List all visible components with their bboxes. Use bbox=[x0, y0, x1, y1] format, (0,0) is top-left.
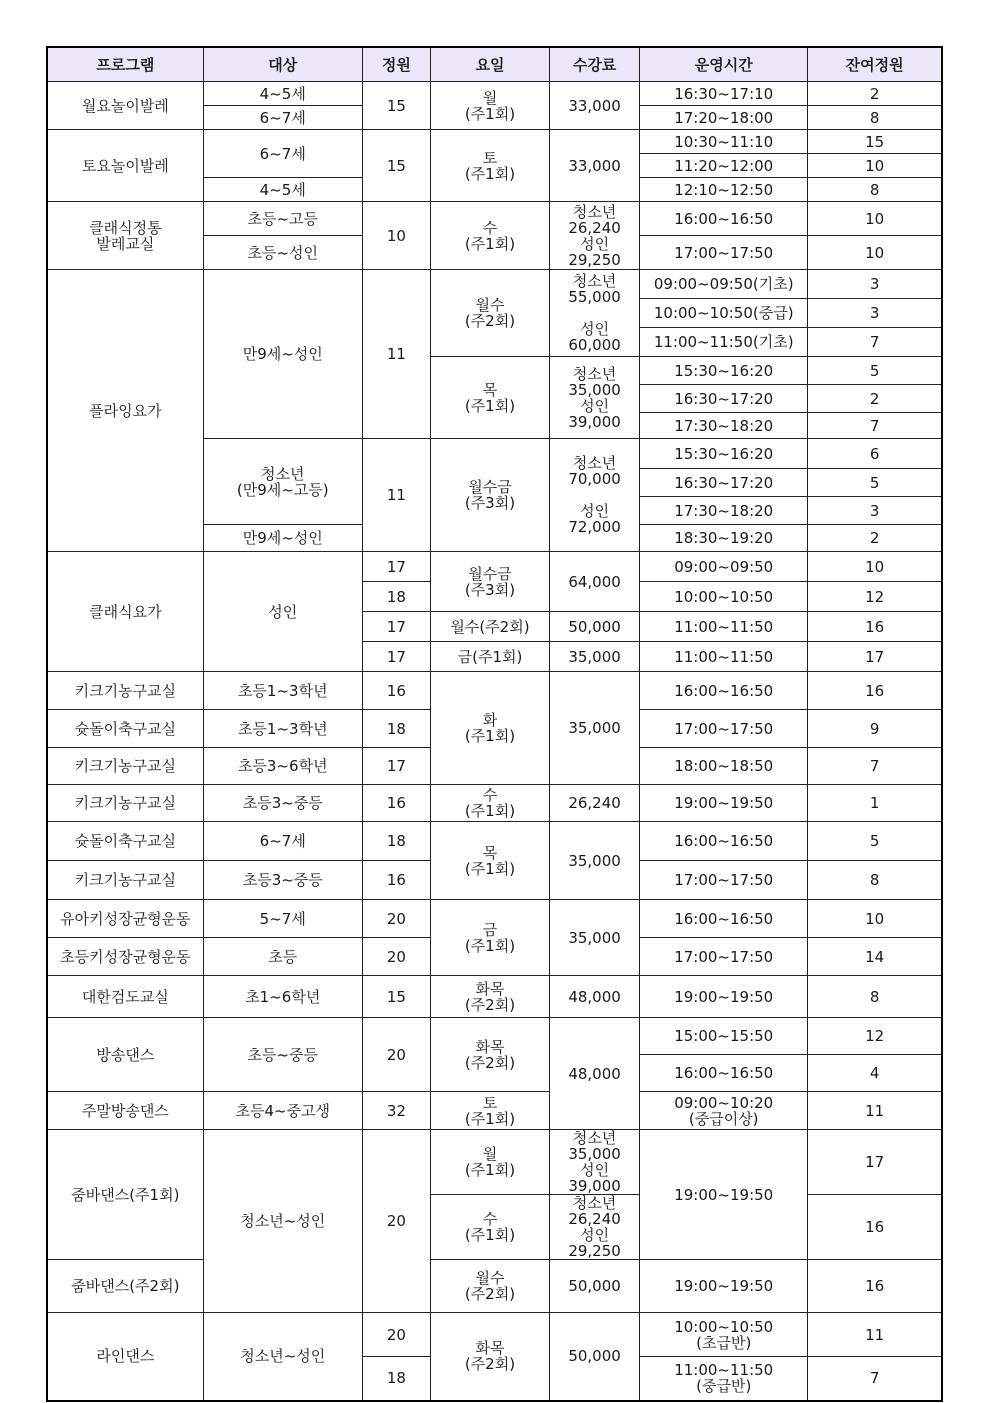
table-cell: 방송댄스 bbox=[47, 1018, 203, 1092]
table-cell: 초등1~3학년 bbox=[203, 672, 362, 710]
table-cell: 15 bbox=[362, 82, 430, 130]
table-cell: 화목 (주2회) bbox=[430, 976, 549, 1018]
header-program: 프로그램 bbox=[47, 47, 203, 82]
table-cell: 16:30~17:10 bbox=[640, 82, 808, 106]
table-cell: 10:30~11:10 bbox=[640, 130, 808, 154]
table-cell: 3 bbox=[808, 299, 942, 328]
table-cell: 17:00~17:50 bbox=[640, 710, 808, 748]
table-cell: 월 (주1회) bbox=[430, 82, 549, 130]
table-cell: 토 (주1회) bbox=[430, 1092, 549, 1130]
table-cell: 키크기농구교실 bbox=[47, 785, 203, 822]
table-cell: 월수 (주2회) bbox=[430, 1260, 549, 1313]
table-cell: 12:10~12:50 bbox=[640, 178, 808, 202]
table-cell: 17 bbox=[362, 642, 430, 672]
table-cell: 클래식요가 bbox=[47, 552, 203, 672]
table-cell: 수 (주1회) bbox=[430, 1195, 549, 1260]
table-cell: 라인댄스 bbox=[47, 1313, 203, 1401]
table-row bbox=[47, 552, 942, 582]
table-cell: 화목 (주2회) bbox=[430, 1018, 549, 1092]
table-cell: 20 bbox=[362, 938, 430, 976]
table-cell: 10:00~10:50 bbox=[640, 582, 808, 612]
table-cell: 33,000 bbox=[550, 130, 640, 202]
table-cell: 16:00~16:50 bbox=[640, 900, 808, 938]
table-cell: 17:20~18:00 bbox=[640, 106, 808, 130]
table-cell: 6 bbox=[808, 439, 942, 469]
table-cell: 18 bbox=[362, 822, 430, 861]
table-cell: 12 bbox=[808, 582, 942, 612]
table-cell: 수 (주1회) bbox=[430, 785, 549, 822]
table-cell: 11 bbox=[362, 270, 430, 439]
table-cell: 17:00~17:50 bbox=[640, 236, 808, 270]
table-cell: 2 bbox=[808, 385, 942, 413]
table-cell: 19:00~19:50 bbox=[640, 976, 808, 1018]
table-cell: 슛돌이축구교실 bbox=[47, 710, 203, 748]
table-row bbox=[47, 130, 942, 154]
table-cell: 4~5세 bbox=[203, 82, 362, 106]
header-capacity: 정원 bbox=[362, 47, 430, 82]
table-row bbox=[47, 822, 942, 861]
table-cell: 11 bbox=[808, 1092, 942, 1130]
table-cell: 토요놀이발레 bbox=[47, 130, 203, 202]
table-cell: 10 bbox=[808, 154, 942, 178]
table-cell: 16:00~16:50 bbox=[640, 822, 808, 861]
table-cell: 청소년~성인 bbox=[203, 1130, 362, 1313]
table-cell: 10:00~10:50(중급) bbox=[640, 299, 808, 328]
table-cell: 청소년 70,000 성인 72,000 bbox=[550, 439, 640, 552]
table-cell: 32 bbox=[362, 1092, 430, 1130]
table-cell: 8 bbox=[808, 106, 942, 130]
table-cell: 11:00~11:50 bbox=[640, 612, 808, 642]
table-cell: 수 (주1회) bbox=[430, 202, 549, 270]
table-cell: 18 bbox=[362, 710, 430, 748]
table-cell: 16 bbox=[808, 1260, 942, 1313]
table-cell: 성인 bbox=[203, 552, 362, 672]
table-cell: 15:30~16:20 bbox=[640, 357, 808, 385]
table-body bbox=[47, 82, 942, 1401]
table-cell: 청소년 55,000 성인 60,000 bbox=[550, 270, 640, 357]
table-cell: 64,000 bbox=[550, 552, 640, 612]
table-cell: 초등4~중고생 bbox=[203, 1092, 362, 1130]
table-cell: 16:30~17:20 bbox=[640, 385, 808, 413]
table-cell: 초등 bbox=[203, 938, 362, 976]
table-cell: 8 bbox=[808, 976, 942, 1018]
table-cell: 줌바댄스(주2회) bbox=[47, 1260, 203, 1313]
table-cell: 초등3~6학년 bbox=[203, 748, 362, 785]
table-cell: 2 bbox=[808, 82, 942, 106]
table-cell: 3 bbox=[808, 270, 942, 299]
table-row bbox=[47, 785, 942, 822]
table-cell: 15 bbox=[808, 130, 942, 154]
table-cell: 11:20~12:00 bbox=[640, 154, 808, 178]
table-cell: 초1~6학년 bbox=[203, 976, 362, 1018]
table-cell: 10 bbox=[808, 236, 942, 270]
table-cell: 11:00~11:50(기초) bbox=[640, 328, 808, 357]
table-cell: 5 bbox=[808, 357, 942, 385]
table-cell: 청소년 26,240 성인 29,250 bbox=[550, 1195, 640, 1260]
table-cell: 금(주1회) bbox=[430, 642, 549, 672]
table-cell: 5~7세 bbox=[203, 900, 362, 938]
header-fee: 수강료 bbox=[550, 47, 640, 82]
table-cell: 초등키성장균형운동 bbox=[47, 938, 203, 976]
table-cell: 16 bbox=[808, 1195, 942, 1260]
table-cell: 키크기농구교실 bbox=[47, 861, 203, 900]
table-cell: 35,000 bbox=[550, 900, 640, 976]
table-cell: 7 bbox=[808, 328, 942, 357]
table-cell: 화 (주1회) bbox=[430, 672, 549, 785]
table-row bbox=[47, 1130, 942, 1195]
table-cell: 09:00~10:20 (중급이상) bbox=[640, 1092, 808, 1130]
table-cell: 6~7세 bbox=[203, 106, 362, 130]
table-cell: 6~7세 bbox=[203, 130, 362, 178]
table-cell: 줌바댄스(주1회) bbox=[47, 1130, 203, 1260]
table-cell: 18:30~19:20 bbox=[640, 525, 808, 552]
table-cell: 20 bbox=[362, 1313, 430, 1357]
table-cell: 목 (주1회) bbox=[430, 357, 549, 439]
table-cell: 화목 (주2회) bbox=[430, 1313, 549, 1401]
table-row bbox=[47, 672, 942, 710]
table-cell: 17 bbox=[362, 748, 430, 785]
table-cell: 48,000 bbox=[550, 1018, 640, 1130]
table-row bbox=[47, 270, 942, 299]
table-cell: 초등~성인 bbox=[203, 236, 362, 270]
table-cell: 토 (주1회) bbox=[430, 130, 549, 202]
table-cell: 11 bbox=[808, 1313, 942, 1357]
table-cell: 슛돌이축구교실 bbox=[47, 822, 203, 861]
table-cell: 초등~중등 bbox=[203, 1018, 362, 1092]
table-cell: 16 bbox=[362, 785, 430, 822]
table-cell: 10 bbox=[362, 202, 430, 270]
table-row bbox=[47, 1313, 942, 1357]
table-cell: 11:00~11:50 bbox=[640, 642, 808, 672]
table-cell: 14 bbox=[808, 938, 942, 976]
table-cell: 8 bbox=[808, 178, 942, 202]
table-cell: 11 bbox=[362, 439, 430, 552]
table-cell: 16 bbox=[808, 672, 942, 710]
table-cell: 50,000 bbox=[550, 1260, 640, 1313]
table-cell: 2 bbox=[808, 525, 942, 552]
table-cell: 9 bbox=[808, 710, 942, 748]
table-cell: 7 bbox=[808, 748, 942, 785]
table-row bbox=[47, 1260, 942, 1313]
table-cell: 11:00~11:50 (중급반) bbox=[640, 1357, 808, 1401]
table-cell: 4 bbox=[808, 1055, 942, 1092]
table-cell: 16:00~16:50 bbox=[640, 672, 808, 710]
table-cell: 17 bbox=[808, 1130, 942, 1195]
table-cell: 월수(주2회) bbox=[430, 612, 549, 642]
program-schedule-table bbox=[46, 46, 943, 1402]
table-cell: 18 bbox=[362, 1357, 430, 1401]
table-cell: 초등3~중등 bbox=[203, 861, 362, 900]
table-cell: 키크기농구교실 bbox=[47, 672, 203, 710]
table-cell: 17:30~18:20 bbox=[640, 413, 808, 439]
table-cell: 유아키성장균형운동 bbox=[47, 900, 203, 938]
table-cell: 35,000 bbox=[550, 672, 640, 785]
table-cell: 19:00~19:50 bbox=[640, 1130, 808, 1260]
table-cell: 18 bbox=[362, 582, 430, 612]
table-cell: 월수금 (주3회) bbox=[430, 552, 549, 612]
table-cell: 대한검도교실 bbox=[47, 976, 203, 1018]
table-cell: 초등1~3학년 bbox=[203, 710, 362, 748]
table-cell: 17 bbox=[362, 552, 430, 582]
table-cell: 50,000 bbox=[550, 612, 640, 642]
table-cell: 17 bbox=[808, 642, 942, 672]
table-cell: 초등~고등 bbox=[203, 202, 362, 236]
table-cell: 월 (주1회) bbox=[430, 1130, 549, 1195]
table-cell: 4~5세 bbox=[203, 178, 362, 202]
table-cell: 7 bbox=[808, 413, 942, 439]
table-cell: 플라잉요가 bbox=[47, 270, 203, 552]
table-cell: 월요놀이발레 bbox=[47, 82, 203, 130]
header-target: 대상 bbox=[203, 47, 362, 82]
table-cell: 50,000 bbox=[550, 1313, 640, 1401]
table-row bbox=[47, 82, 942, 106]
table-cell: 7 bbox=[808, 1357, 942, 1401]
table-cell: 15:30~16:20 bbox=[640, 439, 808, 469]
table-row bbox=[47, 900, 942, 938]
table-cell: 청소년~성인 bbox=[203, 1313, 362, 1401]
table-cell: 클래식정통 발레교실 bbox=[47, 202, 203, 270]
table-cell: 목 (주1회) bbox=[430, 822, 549, 900]
table-cell: 월수 (주2회) bbox=[430, 270, 549, 357]
table-cell: 09:00~09:50(기초) bbox=[640, 270, 808, 299]
table-cell: 15:00~15:50 bbox=[640, 1018, 808, 1055]
table-cell: 20 bbox=[362, 900, 430, 938]
header-day: 요일 bbox=[430, 47, 549, 82]
table-cell: 17:00~17:50 bbox=[640, 938, 808, 976]
table-cell: 35,000 bbox=[550, 822, 640, 900]
table-cell: 만9세~성인 bbox=[203, 270, 362, 439]
table-cell: 19:00~19:50 bbox=[640, 785, 808, 822]
header-remaining: 잔여정원 bbox=[808, 47, 942, 82]
table-cell: 15 bbox=[362, 976, 430, 1018]
table-cell: 17:00~17:50 bbox=[640, 861, 808, 900]
table-cell: 5 bbox=[808, 469, 942, 497]
table-cell: 만9세~성인 bbox=[203, 525, 362, 552]
table-cell: 청소년 (만9세~고등) bbox=[203, 439, 362, 525]
table-cell: 09:00~09:50 bbox=[640, 552, 808, 582]
table-cell: 청소년 35,000 성인 39,000 bbox=[550, 357, 640, 439]
table-cell: 20 bbox=[362, 1130, 430, 1313]
table-cell: 17 bbox=[362, 612, 430, 642]
table-cell: 3 bbox=[808, 497, 942, 525]
table-cell: 35,000 bbox=[550, 642, 640, 672]
table-row bbox=[47, 1092, 942, 1130]
table-cell: 청소년 35,000 성인 39,000 bbox=[550, 1130, 640, 1195]
table-cell: 16:00~16:50 bbox=[640, 1055, 808, 1092]
table-cell: 16 bbox=[808, 612, 942, 642]
table-cell: 10 bbox=[808, 552, 942, 582]
table-cell: 10 bbox=[808, 202, 942, 236]
table-cell: 월수금 (주3회) bbox=[430, 439, 549, 552]
table-cell: 10 bbox=[808, 900, 942, 938]
table-cell: 8 bbox=[808, 861, 942, 900]
table-cell: 5 bbox=[808, 822, 942, 861]
table-cell: 16 bbox=[362, 861, 430, 900]
table-cell: 18:00~18:50 bbox=[640, 748, 808, 785]
table-cell: 주말방송댄스 bbox=[47, 1092, 203, 1130]
table-row bbox=[47, 1018, 942, 1055]
table-row bbox=[47, 202, 942, 236]
table-cell: 48,000 bbox=[550, 976, 640, 1018]
table-cell: 12 bbox=[808, 1018, 942, 1055]
table-cell: 16:00~16:50 bbox=[640, 202, 808, 236]
table-cell: 16 bbox=[362, 672, 430, 710]
table-cell: 15 bbox=[362, 130, 430, 202]
table-cell: 키크기농구교실 bbox=[47, 748, 203, 785]
table-cell: 초등3~중등 bbox=[203, 785, 362, 822]
table-cell: 16:30~17:20 bbox=[640, 469, 808, 497]
table-cell: 10:00~10:50 (초급반) bbox=[640, 1313, 808, 1357]
table-cell: 20 bbox=[362, 1018, 430, 1092]
table-cell: 17:30~18:20 bbox=[640, 497, 808, 525]
table-header-row bbox=[47, 47, 942, 82]
table-cell: 금 (주1회) bbox=[430, 900, 549, 976]
table-cell: 26,240 bbox=[550, 785, 640, 822]
table-cell: 청소년 26,240 성인 29,250 bbox=[550, 202, 640, 270]
table-cell: 6~7세 bbox=[203, 822, 362, 861]
table-cell: 33,000 bbox=[550, 82, 640, 130]
header-time: 운영시간 bbox=[640, 47, 808, 82]
table-row bbox=[47, 976, 942, 1018]
table-cell: 19:00~19:50 bbox=[640, 1260, 808, 1313]
table-cell: 1 bbox=[808, 785, 942, 822]
